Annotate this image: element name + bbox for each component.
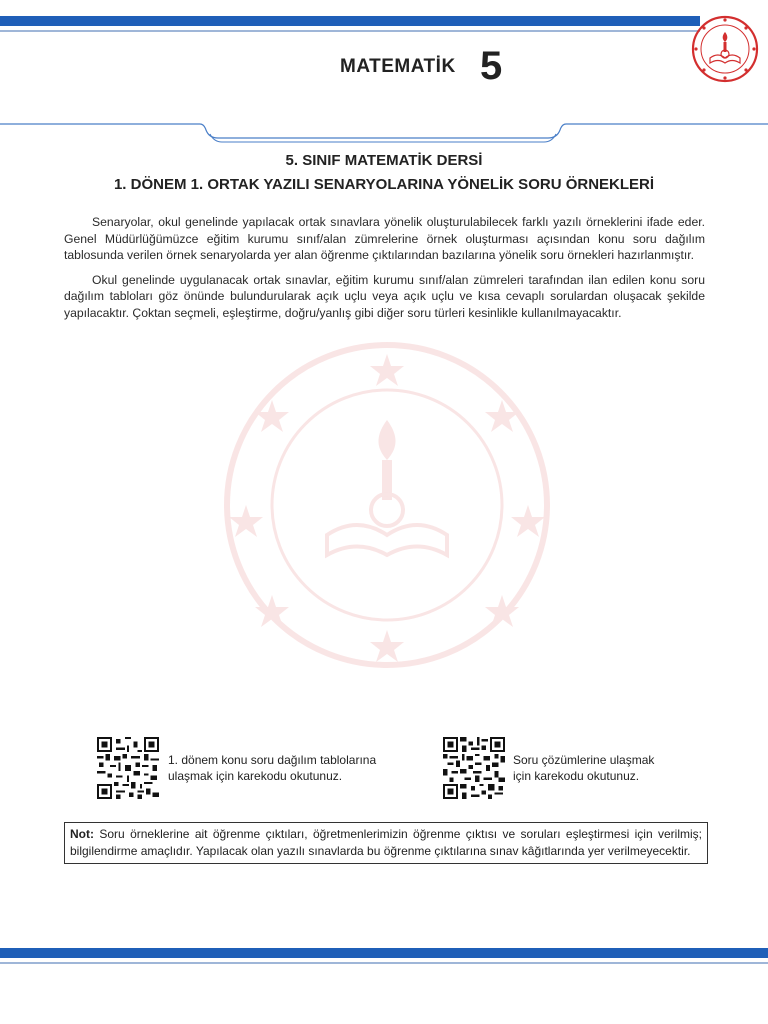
note-label: Not: [70,827,94,841]
ministry-watermark-icon [222,340,552,670]
note-box [64,822,708,864]
intro-paragraph-1: Senaryolar, okul genelinde yapılacak ortak sınavlara yönelik oluşturulabilecek farklı yazılı örneklerini ifade eder. Genel Müdürlüğümüzce eğitim kurumu sınıf/alan zümrelerine örnek oluşturması açısından konu soru dağılım tablosunda verilen örnek senaryolarda yer alan öğrenme çıktılarından bazılarına yönelik soru örnekleri hazırlanmıştır. [64,215,705,262]
qr-right-caption-line-2: için karekodu okutunuz. [513,769,640,783]
qr-right-caption [513,752,654,784]
qr-left-caption-line-2: ulaşmak için karekodu okutunuz. [168,769,343,783]
qr-code-left-icon[interactable] [97,737,159,799]
ministry-seal-icon [690,14,760,84]
qr-code-right-icon[interactable] [443,737,505,799]
qr-left-caption [168,752,376,784]
intro-paragraph-2: Okul genelinde uygulanacak ortak sınavlar, eğitim kurumu sınıf/alan zümreleri tarafından ilan edilen konu soru dağılım tabloları göz önünde bulundurularak açık uçlu veya açık uçlu ve kısa cevaplı sorulardan oluşacak şekilde yapılacaktır. Çoktan seçmeli, eşleştirme, doğru/yanlış gibi diğer soru türleri kesinlikle kullanılmayacaktır. [64,272,705,320]
intro-text [64,214,705,329]
document-titles [0,150,768,196]
title-line-1: 5. SINIF MATEMATİK DERSİ [285,152,483,169]
qr-right-caption-line-1: Soru çözümlerine ulaşmak [513,753,655,767]
header-divider [0,110,768,150]
grade-number: 5 [480,44,503,88]
top-accent-bar [0,16,700,26]
bottom-accent-line [0,962,768,964]
bottom-accent-bar [0,948,768,958]
subject-title: MATEMATİK [340,56,456,77]
title-line-2: 1. DÖNEM 1. ORTAK YAZILI SENARYOLARINA YÖNELİK SORU ÖRNEKLERİ [113,176,655,193]
note-text: Soru örneklerine ait öğrenme çıktıları, öğretmenlerimizin öğrenme çıktısı ve soruları eşleştirmesi için verilmiş; bilgilendirme amaçlıdır. Yapılacak olan yazılı sınavlarda bu öğrenme çıktılarına sınav kâğıtlarında yer verilmeyecektir. [70,827,702,858]
qr-left-caption-line-1: 1. dönem konu soru dağılım tablolarına [168,753,377,767]
top-accent-line [0,30,700,32]
